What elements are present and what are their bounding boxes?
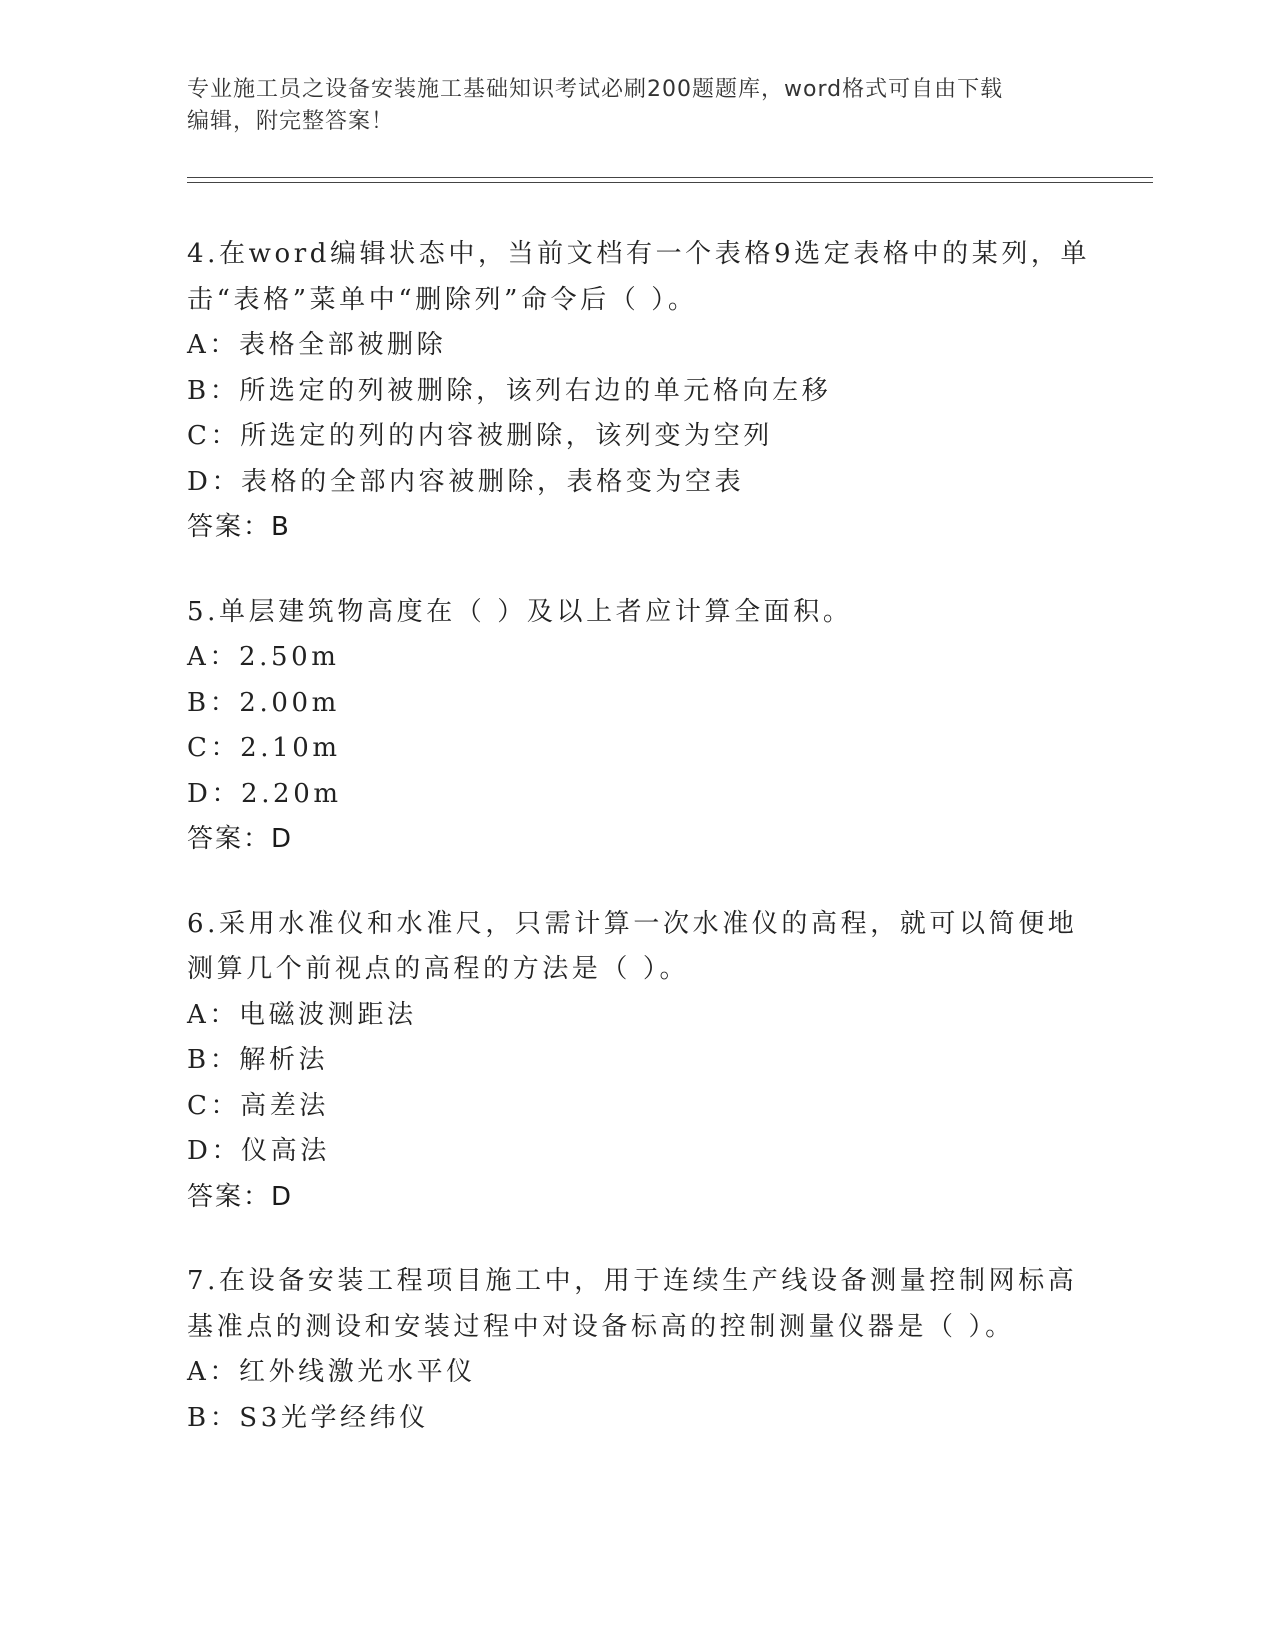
question-stem-line: 测算几个前视点的高程的方法是（ ）。 bbox=[187, 954, 690, 984]
answer-line: 答案：D bbox=[187, 824, 294, 854]
question-list bbox=[187, 232, 1091, 1480]
answer-line: 答案：B bbox=[187, 512, 291, 542]
header-divider-top bbox=[187, 177, 1153, 178]
option-c: C：2.10m bbox=[187, 733, 341, 763]
option-b: B：所选定的列被删除，该列右边的单元格向左移 bbox=[187, 375, 832, 406]
option-c: C：高差法 bbox=[187, 1090, 329, 1121]
option-b: B：解析法 bbox=[187, 1045, 329, 1075]
question-item bbox=[187, 232, 1091, 551]
option-a: A：红外线激光水平仪 bbox=[187, 1357, 476, 1387]
question-stem-line: 基准点的测设和安装过程中对设备标高的控制测量仪器是（ ）。 bbox=[187, 1311, 1015, 1342]
question-item bbox=[187, 590, 1087, 863]
header-title-line-1: 专业施工员之设备安装施工基础知识考试必刷200题题库，word格式可自由下载 bbox=[187, 77, 1004, 102]
question-stem-line: 7.在设备安装工程项目施工中，用于连续生产线设备测量控制网标高 bbox=[187, 1266, 1078, 1296]
header-title-line-2: 编辑，附完整答案！ bbox=[187, 109, 395, 134]
option-d: D：2.20m bbox=[187, 778, 342, 809]
option-d: D：表格的全部内容被删除，表格变为空表 bbox=[187, 466, 745, 497]
option-b: B：S3光学经纬仪 bbox=[187, 1402, 429, 1433]
question-item bbox=[187, 902, 1087, 1221]
document-header bbox=[187, 74, 1067, 138]
answer-line: 答案：D bbox=[187, 1181, 294, 1212]
question-stem-line: 6.采用水准仪和水准尺，只需计算一次水准仪的高程，就可以简便地 bbox=[187, 908, 1078, 939]
option-a: A：2.50m bbox=[187, 642, 340, 672]
question-stem-line: 击“表格”菜单中“删除列”命令后（ ）。 bbox=[187, 284, 698, 315]
question-item bbox=[187, 1259, 1087, 1441]
option-b: B：2.00m bbox=[187, 687, 340, 718]
option-d: D：仪高法 bbox=[187, 1136, 330, 1166]
option-c: C：所选定的列的内容被删除，该列变为空列 bbox=[187, 421, 773, 451]
option-a: A：电磁波测距法 bbox=[187, 999, 417, 1030]
header-divider-bottom bbox=[187, 182, 1153, 183]
option-a: A：表格全部被删除 bbox=[187, 330, 447, 360]
question-stem-line: 5.单层建筑物高度在（ ）及以上者应计算全面积。 bbox=[187, 596, 853, 627]
question-stem-line: 4.在word编辑状态中，当前文档有一个表格9选定表格中的某列，单 bbox=[187, 239, 1091, 269]
